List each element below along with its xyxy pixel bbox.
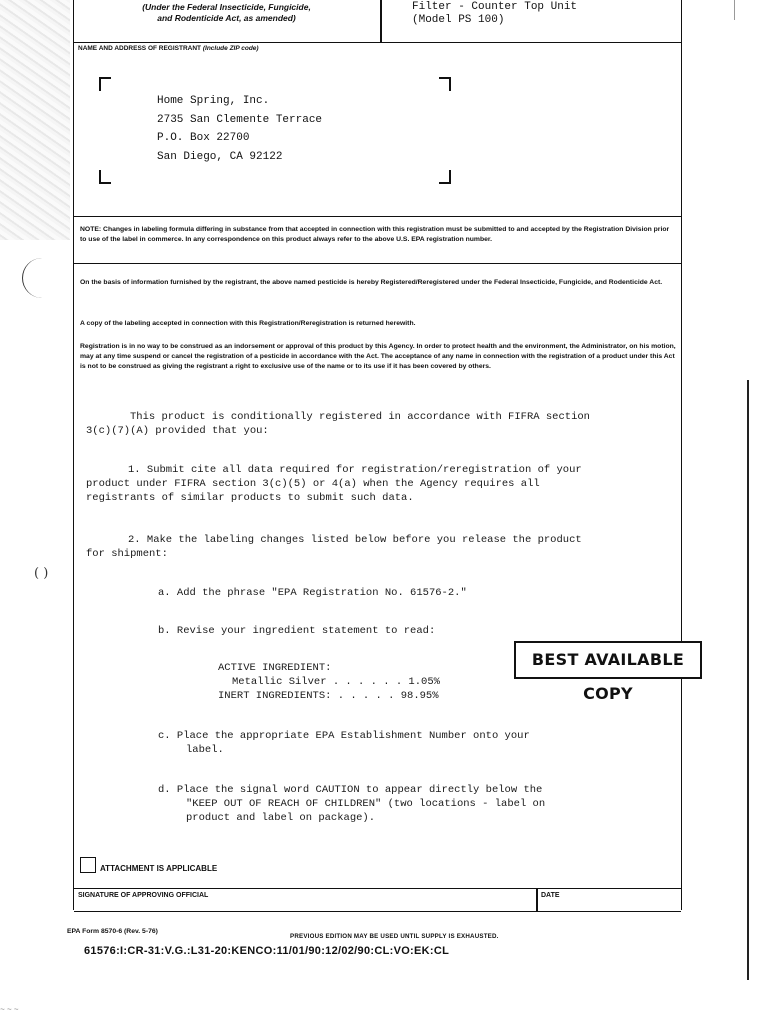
address-corner-mark bbox=[439, 77, 451, 91]
registration-disclaimer: Registration is in no way to be construed as an indorsement or approval of this product by this Agency. In order to protect health and the environment, the Administrator, on his motion, may at any time suspend or cancel the registration of a pesticide in accordance with the Act. The acceptance of any name in connection with the registration of a product under this Act is not to be construed as giving the registrant a right to exclusive use of the name or to its use if it has been covered by others. bbox=[80, 343, 676, 370]
scan-noise bbox=[0, 0, 70, 240]
signature-row bbox=[74, 888, 681, 912]
condition-item-1: 1. Submit cite all data required for registration/reregistration of your product under FIFRA section 3(c)(5) or 4(a) when the Agency requires all registrants of similar products to submit such data. bbox=[86, 464, 582, 504]
scan-edge-line bbox=[747, 380, 749, 980]
address-corner-mark bbox=[99, 77, 111, 91]
condition-item-d: d. Place the signal word CAUTION to appear directly below the "KEEP OUT OF REACH OF CHILDREN" (two locations - label on product and label on package). bbox=[158, 784, 546, 824]
best-available-copy-stamp: BEST AVAILABLE COPY bbox=[514, 641, 702, 679]
registrant-address: Home Spring, Inc. 2735 San Clemente Terrace P.O. Box 22700 San Diego, CA 92122 bbox=[157, 95, 323, 163]
condition-item-b: b. Revise your ingredient statement to read: bbox=[158, 625, 436, 637]
header-divider bbox=[380, 0, 382, 42]
note-row bbox=[74, 216, 681, 264]
conditions-intro: This product is conditionally registered in accordance with FIFRA section 3(c)(7)(A) provided that you: bbox=[86, 411, 590, 437]
header-row bbox=[74, 0, 681, 43]
labeling-note: NOTE: Changes in labeling formula differing in substance from that accepted in connection with this registration must be submitted to and accepted by the Registration Division prior to use of the label in commerce. In any correspondence on this product always refer to the above U.S. EPA registration number. bbox=[80, 226, 670, 243]
date-label: DATE bbox=[541, 892, 560, 899]
form-number: EPA Form 8570-6 (Rev. 5-76) bbox=[67, 928, 158, 935]
product-name: Filter - Counter Top Unit (Model PS 100) bbox=[412, 1, 578, 26]
margin-mark bbox=[22, 258, 43, 298]
registrant-label: NAME AND ADDRESS OF REGISTRANT (Include ZIP code) bbox=[78, 45, 259, 52]
scan-edge-line bbox=[734, 0, 735, 20]
condition-item-c: c. Place the appropriate EPA Establishment Number onto your label. bbox=[158, 730, 530, 756]
registration-basis: On the basis of information furnished by the registrant, the above named pesticide is hereby Registered/Reregistered under the Federal Insecticide, Fungicide, and Rodenticide Act. bbox=[80, 279, 663, 286]
address-corner-mark bbox=[439, 170, 451, 184]
address-corner-mark bbox=[99, 170, 111, 184]
condition-item-a: a. Add the phrase "EPA Registration No. 61576-2." bbox=[158, 587, 467, 599]
copy-statement: A copy of the labeling accepted in connection with this Registration/Reregistration is returned herewith. bbox=[80, 320, 416, 327]
scan-noise: ~ ~ ~ bbox=[0, 1005, 19, 1014]
previous-edition-note: PREVIOUS EDITION MAY BE USED UNTIL SUPPLY IS EXHAUSTED. bbox=[290, 933, 499, 940]
statute-reference: (Under the Federal Insecticide, Fungicide, and Rodenticide Act, as amended) bbox=[142, 2, 311, 23]
condition-item-2: 2. Make the labeling changes listed below before you release the product for shipment: bbox=[86, 534, 582, 560]
ingredient-statement: ACTIVE INGREDIENT: Metallic Silver . . . . . . 1.05% INERT INGREDIENTS: . . . . . 98.95% bbox=[218, 662, 440, 702]
attachment-checkbox[interactable] bbox=[80, 857, 96, 873]
attachment-label: ATTACHMENT IS APPLICABLE bbox=[100, 864, 218, 873]
margin-mark: ( ) bbox=[34, 566, 49, 581]
signature-label: SIGNATURE OF APPROVING OFFICIAL bbox=[78, 892, 209, 899]
registration-form bbox=[73, 0, 682, 910]
filing-code: 61576:I:CR-31:V.G.:L31-20:KENCO:11/01/90:12/02/90:CL:VO:EK:CL bbox=[84, 945, 450, 957]
signature-divider bbox=[536, 889, 538, 911]
